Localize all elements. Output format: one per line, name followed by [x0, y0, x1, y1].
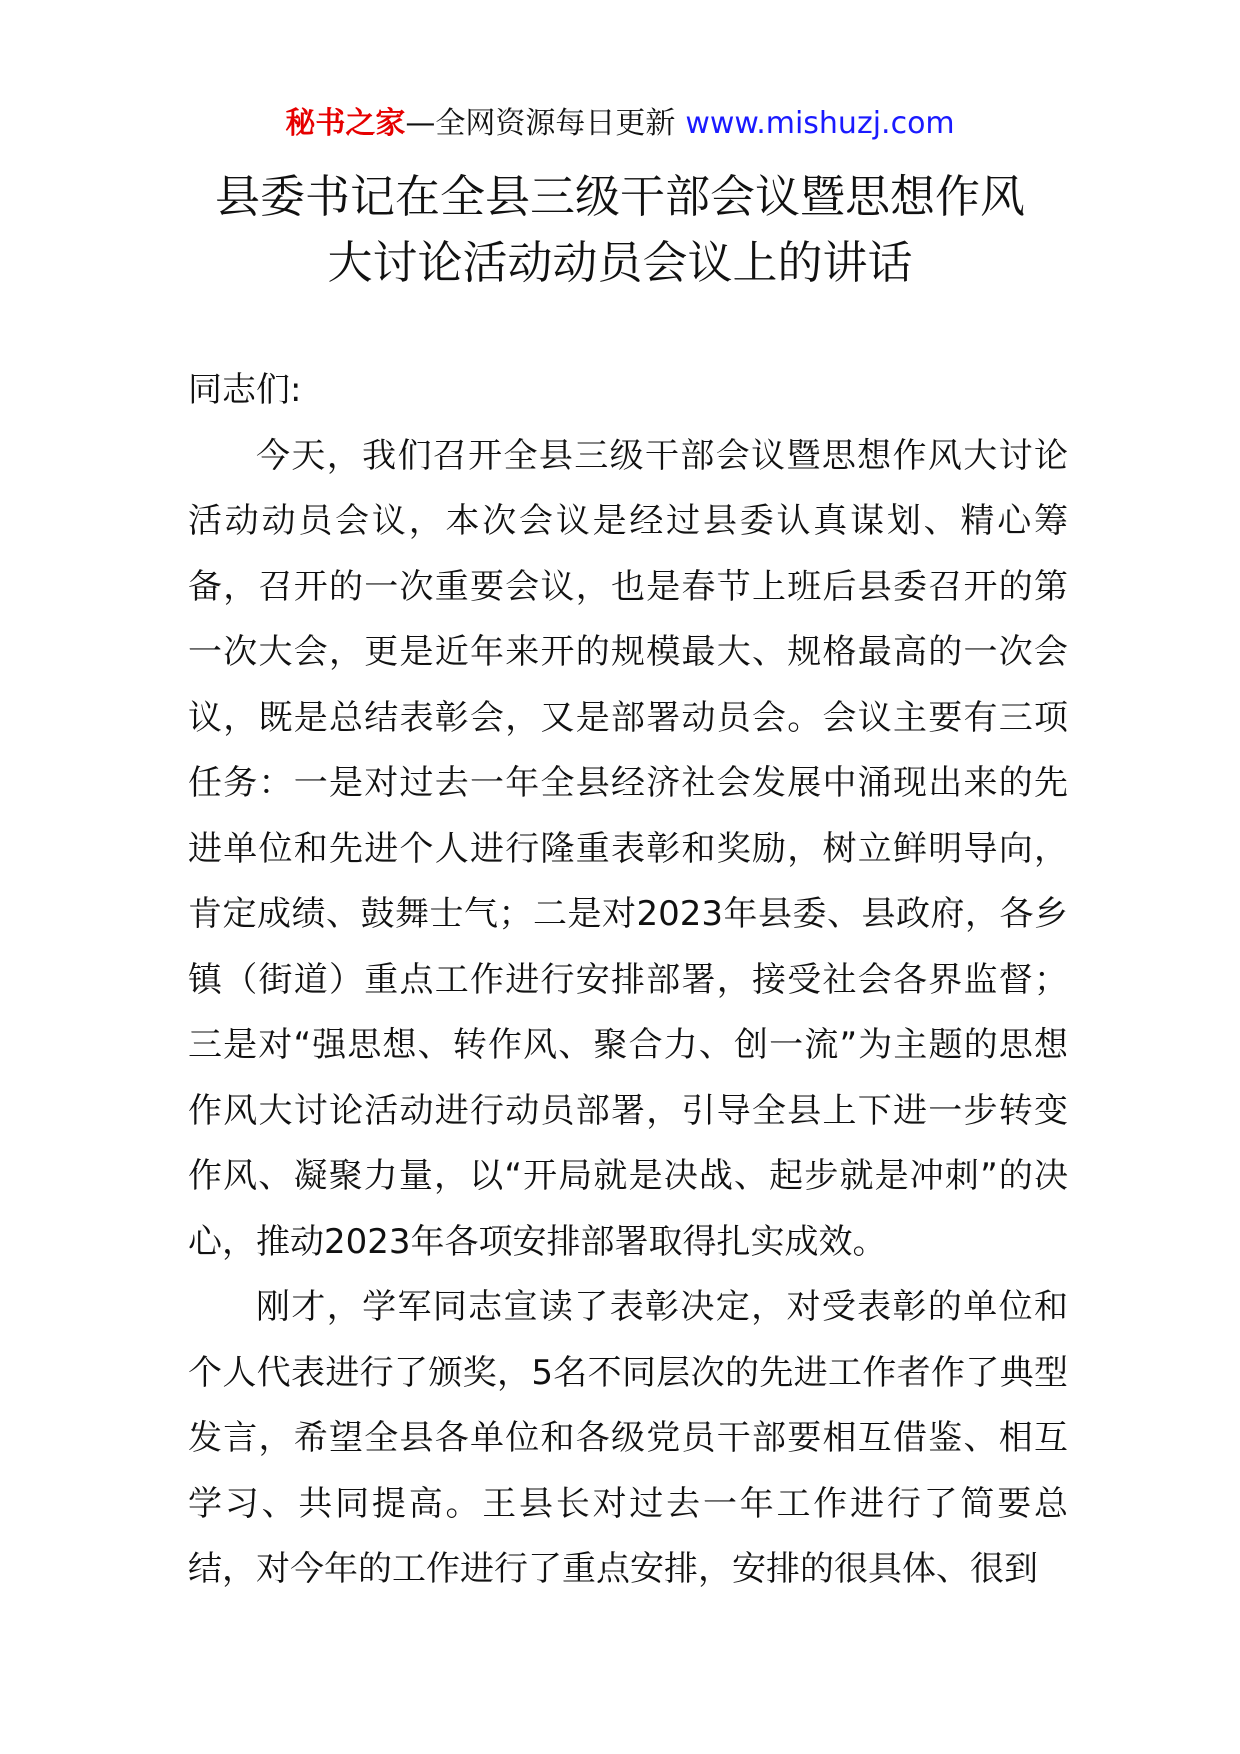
- paragraph: 今天，我们召开全县三级干部会议暨思想作风大讨论活动动员会议，本次会议是经过县委认真谋划、精心筹备，召开的一次重要会议，也是春节上班后县委召开的第一次大会，更是近年来开的规模最大、规格最高的一次会议，既是总结表彰会，又是部署动员会。会议主要有三项任务：一是对过去一年全县经济社会发展中涌现出来的先进单位和先进个人进行隆重表彰和奖励，树立鲜明导向，肯定成绩、鼓舞士气；二是对2023年县委、县政府，各乡镇（街道）重点工作进行安排部署，接受社会各界监督；三是对“强思想、转作风、聚合力、创一流”为主题的思想作风大讨论活动进行动员部署，引导全县上下进一步转变作风、凝聚力量，以“开局就是决战、起步就是冲刺”的决心，推动2023年各项安排部署取得扎实成效。: [188, 435, 1068, 1262]
- document-title: [150, 164, 1090, 296]
- salutation: 同志们:: [188, 370, 302, 410]
- paragraph: 刚才，学军同志宣读了表彰决定，对受表彰的单位和个人代表进行了颁奖，5名不同层次的先进工作者作了典型发言，希望全县各单位和各级党员干部要相互借鉴、相互学习、共同提高。王县长对过去一年工作进行了简要总结，对今年的工作进行了重点安排，安排的很具体、很到: [188, 1287, 1068, 1589]
- document-body: [188, 358, 1068, 1603]
- title-line-2: 大讨论活动动员会议上的讲话: [327, 236, 913, 289]
- site-url-link[interactable]: www.mishuzj.com: [685, 106, 955, 141]
- title-line-1: 县委书记在全县三级干部会议暨思想作风: [214, 170, 1025, 223]
- site-header: [0, 104, 1240, 144]
- brand-name: 秘书之家: [285, 106, 406, 141]
- header-tagline: —全网资源每日更新: [405, 106, 676, 141]
